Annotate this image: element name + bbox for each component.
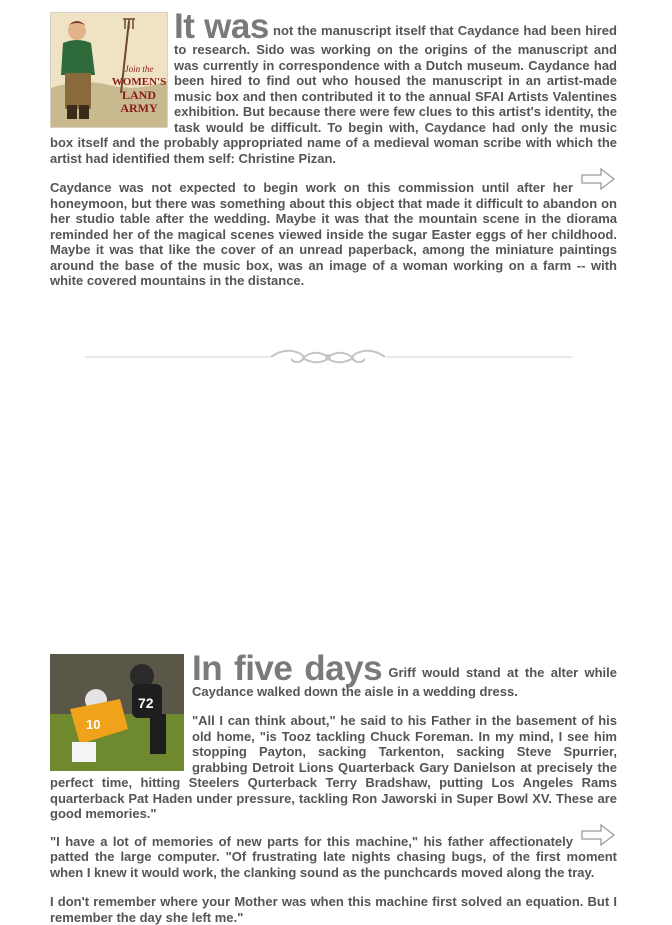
section-in-five-days bbox=[50, 654, 617, 925]
football-tackle-photo bbox=[50, 654, 184, 771]
svg-text:10: 10 bbox=[86, 717, 100, 732]
womens-land-army-poster-image bbox=[50, 12, 168, 128]
section2-paragraph3: "I have a lot of memories of new parts for this machine," his father affectionately patted the large computer. "Of frustrating late nights chasing bugs, of the first moment when I knew it would work, the clanking sound as the punchcards moved along the tray. bbox=[50, 834, 617, 881]
section1-paragraph2: Caydance was not expected to begin work on this commission until after her honeymoon, but there was something about this object that made it difficult to abandon on her studio table after the wedding. Maybe it was that the mountain scene in the diorama reminded her of the magical scenes viewed inside the sugar Easter eggs of her childhood. Maybe it was that like the cover of an unread paperback, among the miniature paintings around the base of the music box, was an image of a woman working on a farm -- with white covered mountains in the distance. bbox=[50, 180, 617, 289]
poster-caption-join: Join the bbox=[111, 63, 167, 76]
ornamental-scroll-divider bbox=[85, 344, 572, 368]
football-illustration bbox=[50, 654, 184, 771]
svg-text:72: 72 bbox=[138, 695, 154, 711]
poster-caption-land: LAND bbox=[111, 89, 167, 102]
right-arrow-outline-icon[interactable] bbox=[581, 168, 615, 190]
poster-caption-womens: WOMEN'S bbox=[111, 76, 167, 89]
section2-lead-heading: In five days bbox=[192, 649, 382, 688]
section1-para1-text: not the manuscript itself that Caydance had been hired to research. Sido was working on the origins of the manuscript and was currently in correspondence with a Dutch museum. Caydance had been hired to find out who housed the manuscript in an artist-made music box and then contributed it to the annual SFAI Artists Valentines exhibition. But because there were few clues to this artist's identity, the task would be difficult. To begin with, Caydance had only the music box itself and the probably appropriated name of a medieval woman scribe with which the artist had identified them self: Christine Pizan. bbox=[50, 23, 617, 166]
section-it-was bbox=[50, 12, 617, 289]
section2-paragraph2: "All I can think about," he said to his Father in the basement of his old home, "is Tooz tackling Chuck Foreman. In my mind, I see him stopping Payton, sacking Tarkenton, sacking Steve Spurrier, grabbing Detroit Lions Quarterback Gary Danielson at precisely the perfect time, hitting Steelers Qurterback Terry Bradshaw, putting Los Angeles Rams quarterback Pat Haden under pressure, tackling Ron Jaworski in Super Bowl XV. These are good memories." bbox=[50, 713, 617, 822]
section1-lead-heading: It was bbox=[174, 7, 269, 46]
poster-caption-army: ARMY bbox=[111, 102, 167, 115]
right-arrow-outline-icon[interactable] bbox=[581, 824, 615, 846]
section2-para1-text: Griff would stand at the alter while Caydance walked down the aisle in a wedding dress. bbox=[192, 665, 617, 699]
section2-paragraph4: I don't remember where your Mother was when this machine first solved an equation. But I remember the day she left me." bbox=[50, 894, 617, 925]
